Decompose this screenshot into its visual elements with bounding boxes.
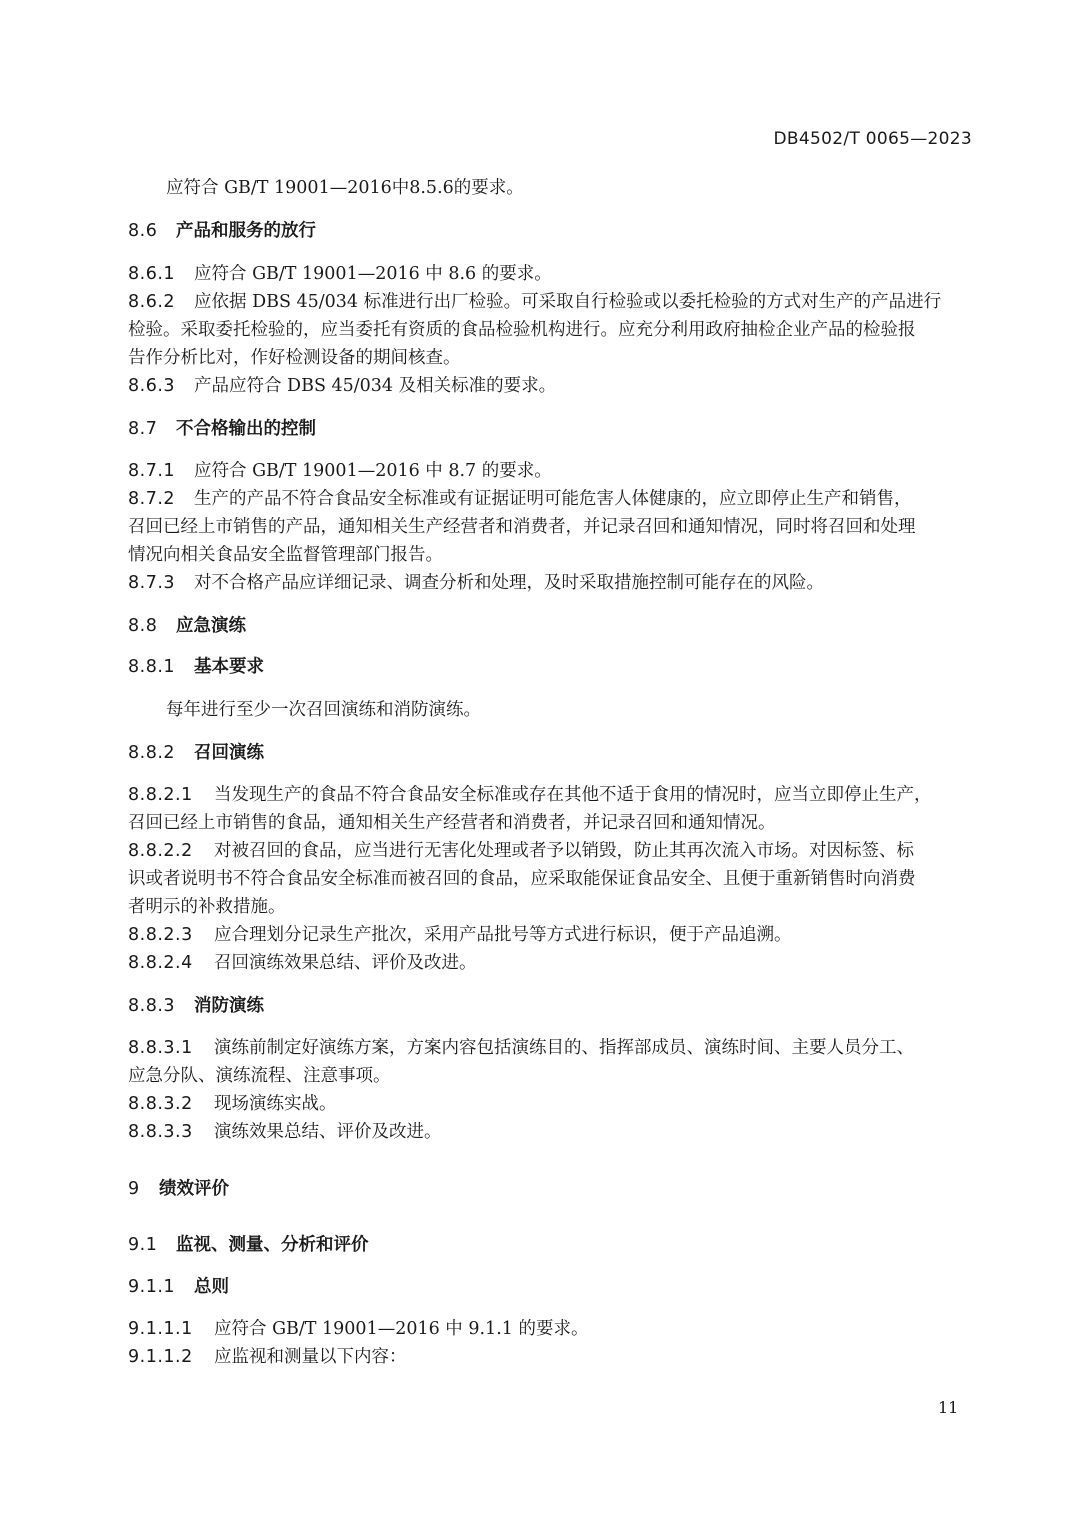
clause-8-8-2-2-cont: 者明示的补救措施。 [128, 897, 286, 917]
clause-8-8-2-4: 8.8.2.4 召回演练效果总结、评价及改进。 [128, 953, 477, 973]
clause-8-8-3-1-cont: 应急分队、演练流程、注意事项。 [128, 1066, 391, 1086]
subsection-heading-8-8-2: 8.8.2 召回演练 [128, 743, 264, 763]
subsection-heading-8-8-3: 8.8.3 消防演练 [128, 996, 264, 1016]
subsection-heading-9-1-1: 9.1.1 总则 [128, 1277, 229, 1297]
clause-8-6-2-cont: 告作分析比对，作好检测设备的期间核查。 [128, 348, 461, 368]
clause-8-8-3-1: 8.8.3.1 演练前制定好演练方案，方案内容包括演练目的、指挥部成员、演练时间、主要人员分工、 [128, 1038, 914, 1058]
clause-8-7-3: 8.7.3 对不合格产品应详细记录、调查分析和处理，及时采取措施控制可能存在的风险。 [128, 573, 824, 593]
clause-8-7-2: 8.7.2 生产的产品不符合食品安全标准或有证据证明可能危害人体健康的，应立即停止生产和销售， [128, 489, 912, 509]
clause-9-1-1-2: 9.1.1.2 应监视和测量以下内容： [128, 1347, 407, 1367]
section-heading-8-7: 8.7 不合格输出的控制 [128, 419, 316, 439]
subsection-heading-8-8-1: 8.8.1 基本要求 [128, 657, 264, 677]
clause-8-8-2-2-cont: 识或者说明书不符合食品安全标准而被召回的食品，应采取能保证食品安全、且便于重新销售时向消费 [128, 869, 916, 889]
clause-8-8-2-3: 8.8.2.3 应合理划分记录生产批次，采用产品批号等方式进行标识，便于产品追溯。 [128, 925, 792, 945]
clause-8-8-2-1: 8.8.2.1 当发现生产的食品不符合食品安全标准或存在其他不适于食用的情况时，应当立即停止生产， [128, 785, 932, 805]
section-heading-8-6: 8.6 产品和服务的放行 [128, 221, 316, 241]
page-number: 11 [938, 1398, 959, 1417]
section-heading-8-8: 8.8 应急演练 [128, 616, 246, 636]
clause-8-8-2-2: 8.8.2.2 对被召回的食品，应当进行无害化处理或者予以销毁，防止其再次流入市场。对因标签、标 [128, 841, 914, 861]
clause-8-7-2-cont: 召回已经上市销售的产品，通知相关生产经营者和消费者，并记录召回和通知情况，同时将召回和处理 [128, 517, 916, 537]
clause-8-7-2-cont: 情况向相关食品安全监督管理部门报告。 [128, 545, 443, 565]
clause-8-6-1: 8.6.1 应符合 GB/T 19001—2016 中 8.6 的要求。 [128, 264, 552, 284]
section-heading-9-1: 9.1 监视、测量、分析和评价 [128, 1235, 369, 1255]
clause-8-8-3-2: 8.8.3.2 现场演练实战。 [128, 1094, 337, 1114]
clause-8-6-2-cont: 检验。采取委托检验的，应当委托有资质的食品检验机构进行。应充分利用政府抽检企业产品的检验报 [128, 320, 916, 340]
clause-8-6-2: 8.6.2 应依据 DBS 45/034 标准进行出厂检验。可采取自行检验或以委托检验的方式对生产的产品进行 [128, 292, 942, 312]
clause-8-8-3-3: 8.8.3.3 演练效果总结、评价及改进。 [128, 1122, 442, 1142]
paragraph-line: 每年进行至少一次召回演练和消防演练。 [166, 700, 481, 720]
paragraph-line: 应符合 GB/T 19001—2016中8.5.6的要求。 [166, 178, 524, 198]
chapter-heading-9: 9 绩效评价 [128, 1179, 229, 1199]
clause-8-6-3: 8.6.3 产品应符合 DBS 45/034 及相关标准的要求。 [128, 376, 557, 396]
clause-8-8-2-1-cont: 召回已经上市销售的食品，通知相关生产经营者和消费者，并记录召回和通知情况。 [128, 813, 776, 833]
clause-8-7-1: 8.7.1 应符合 GB/T 19001—2016 中 8.7 的要求。 [128, 461, 552, 481]
clause-9-1-1-1: 9.1.1.1 应符合 GB/T 19001—2016 中 9.1.1 的要求。 [128, 1319, 589, 1339]
document-code-header: DB4502/T 0065—2023 [773, 129, 972, 149]
